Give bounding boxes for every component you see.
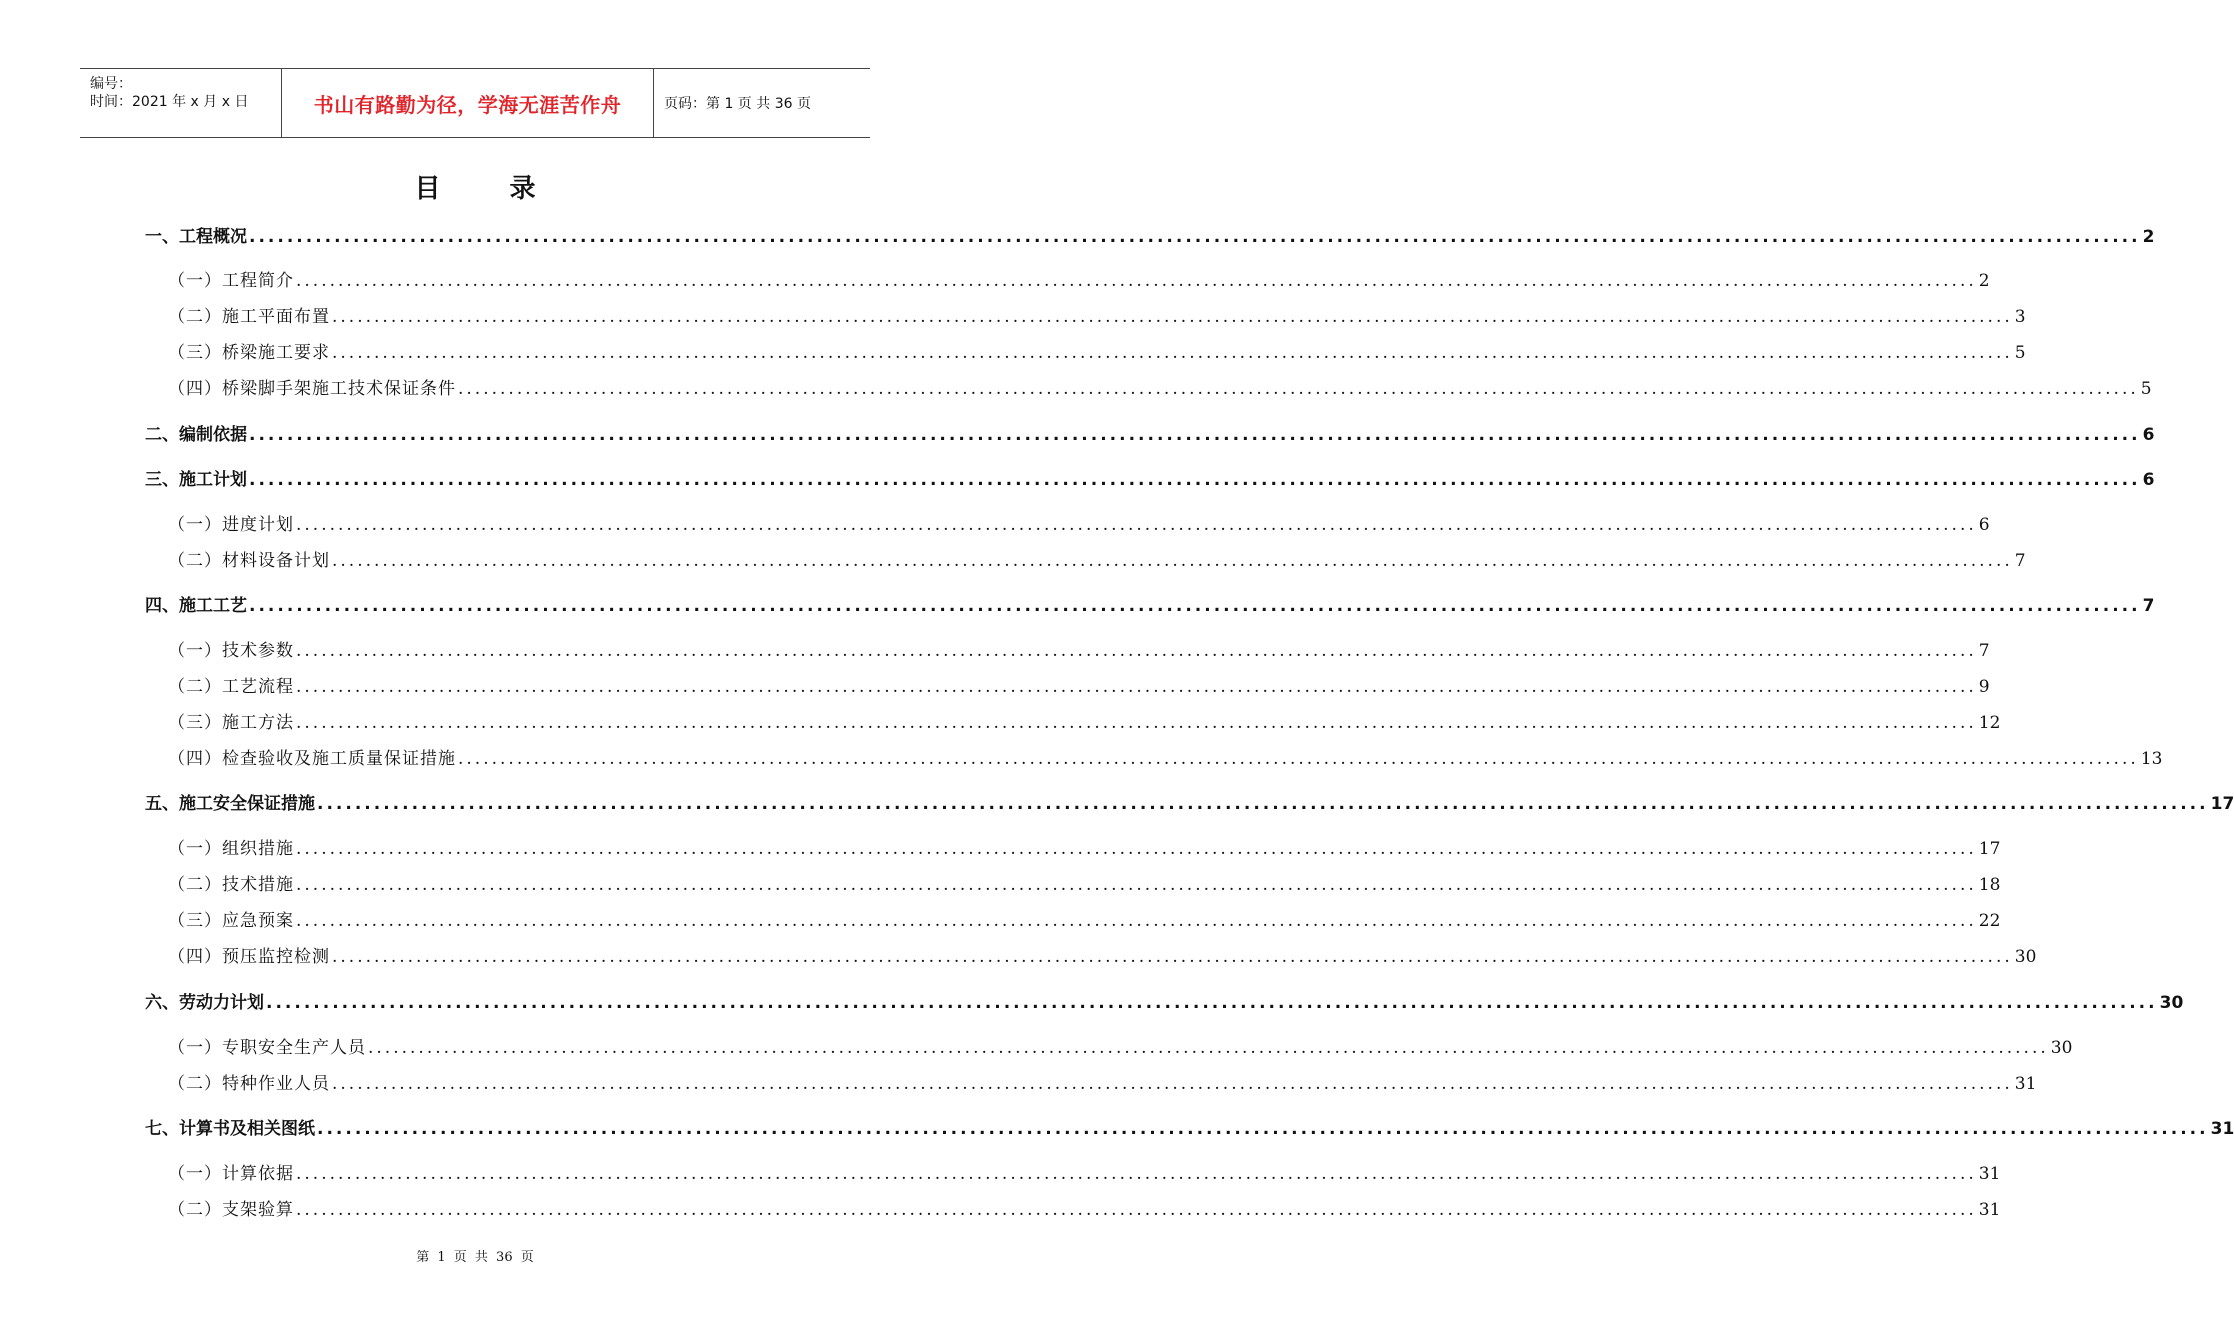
toc-leader-dots: ........................................................................................................................................................................................................ <box>317 794 2209 814</box>
toc-leader-dots: ........................................................................................................................................................................................................ <box>249 470 2141 490</box>
toc-entry-page: 13 <box>2140 749 2163 769</box>
toc-entry-chapter[interactable] <box>145 222 2155 247</box>
toc-entry-page: 7 <box>2014 551 2026 571</box>
toc-entry-page: 6 <box>1978 515 1990 535</box>
toc-entry-label: （三）桥梁施工要求 <box>168 343 330 363</box>
toc-leader-dots: ........................................................................................................................................................................................................ <box>458 749 2139 769</box>
toc-entry-page: 2 <box>2142 227 2155 247</box>
toc-entry-section[interactable] <box>168 374 2152 399</box>
toc-entry-section[interactable] <box>168 744 2163 769</box>
toc-leader-dots: ........................................................................................................................................................................................................ <box>296 839 1977 859</box>
toc-entry-label: （三）应急预案 <box>168 911 294 931</box>
toc-entry-section[interactable] <box>168 906 2001 931</box>
toc-entry-section[interactable] <box>168 1033 2073 1058</box>
toc-entry-page: 30 <box>2014 947 2037 967</box>
toc-entry-label: （一）专职安全生产人员 <box>168 1038 366 1058</box>
toc-leader-dots: ........................................................................................................................................................................................................ <box>296 1200 1977 1220</box>
toc-entry-label: （三）施工方法 <box>168 713 294 733</box>
toc-leader-dots: ........................................................................................................................................................................................................ <box>296 641 1977 661</box>
toc-entry-chapter[interactable] <box>145 789 2234 814</box>
toc-leader-dots: ........................................................................................................................................................................................................ <box>266 993 2158 1013</box>
toc-leader-dots: ........................................................................................................................................................................................................ <box>332 307 2013 327</box>
toc-entry-label: 三、施工计划 <box>145 470 247 490</box>
toc-leader-dots: ........................................................................................................................................................................................................ <box>296 911 1977 931</box>
page-footer: 第 1 页 共 36 页 <box>416 1250 534 1265</box>
toc-leader-dots: ........................................................................................................................................................................................................ <box>332 1074 2013 1094</box>
toc-leader-dots: ........................................................................................................................................................................................................ <box>296 515 1977 535</box>
toc-entry-chapter[interactable] <box>145 465 2155 490</box>
toc-leader-dots: ........................................................................................................................................................................................................ <box>296 677 1977 697</box>
toc-entry-chapter[interactable] <box>145 420 2155 445</box>
toc-entry-page: 31 <box>1978 1200 2001 1220</box>
document-date-label: 时间：2021 年 x 月 x 日 <box>90 94 249 110</box>
document-code-label: 编号： <box>90 76 132 92</box>
toc-entry-label: （二）特种作业人员 <box>168 1074 330 1094</box>
toc-entry-page: 7 <box>1978 641 1990 661</box>
header-info-cell <box>80 69 282 137</box>
toc-entry-page: 18 <box>1978 875 2001 895</box>
toc-leader-dots: ........................................................................................................................................................................................................ <box>296 875 1977 895</box>
toc-entry-page: 31 <box>2210 1119 2234 1139</box>
toc-entry-section[interactable] <box>168 870 2001 895</box>
toc-entry-section[interactable] <box>168 266 1990 291</box>
toc-leader-dots: ........................................................................................................................................................................................................ <box>332 551 2013 571</box>
toc-entry-label: 四、施工工艺 <box>145 596 247 616</box>
toc-entry-label: 一、工程概况 <box>145 227 247 247</box>
toc-leader-dots: ........................................................................................................................................................................................................ <box>296 713 1977 733</box>
toc-entry-label: （四）桥梁脚手架施工技术保证条件 <box>168 379 456 399</box>
toc-entry-section[interactable] <box>168 942 2037 967</box>
toc-entry-page: 3 <box>2014 307 2026 327</box>
toc-entry-label: 七、计算书及相关图纸 <box>145 1119 315 1139</box>
toc-leader-dots: ........................................................................................................................................................................................................ <box>332 343 2013 363</box>
toc-entry-label: （一）技术参数 <box>168 641 294 661</box>
toc-entry-section[interactable] <box>168 708 2001 733</box>
toc-entry-label: （二）材料设备计划 <box>168 551 330 571</box>
toc-entry-chapter[interactable] <box>145 988 2184 1013</box>
toc-entry-label: （一）工程简介 <box>168 271 294 291</box>
toc-leader-dots: ........................................................................................................................................................................................................ <box>296 1164 1977 1184</box>
toc-entry-label: （四）检查验收及施工质量保证措施 <box>168 749 456 769</box>
toc-entry-section[interactable] <box>168 510 1990 535</box>
toc-leader-dots: ........................................................................................................................................................................................................ <box>249 596 2141 616</box>
toc-entry-label: （四）预压监控检测 <box>168 947 330 967</box>
toc-leader-dots: ........................................................................................................................................................................................................ <box>296 271 1977 291</box>
toc-entry-label: 二、编制依据 <box>145 425 247 445</box>
toc-entry-page: 22 <box>1978 911 2001 931</box>
toc-entry-label: （一）进度计划 <box>168 515 294 535</box>
toc-entry-label: 五、施工安全保证措施 <box>145 794 315 814</box>
toc-entry-chapter[interactable] <box>145 591 2155 616</box>
toc-entry-label: （一）组织措施 <box>168 839 294 859</box>
toc-entry-label: （二）施工平面布置 <box>168 307 330 327</box>
toc-entry-label: （二）工艺流程 <box>168 677 294 697</box>
toc-entry-page: 17 <box>2210 794 2234 814</box>
toc-entry-label: 六、劳动力计划 <box>145 993 264 1013</box>
toc-leader-dots: ........................................................................................................................................................................................................ <box>458 379 2139 399</box>
toc-leader-dots: ........................................................................................................................................................................................................ <box>332 947 2013 967</box>
header-page-info: 页码：第 1 页 共 36 页 <box>664 96 811 112</box>
toc-entry-page: 31 <box>1978 1164 2001 1184</box>
header-motto: 书山有路勤为径，学海无涯苦作舟 <box>282 69 654 137</box>
toc-entry-page: 5 <box>2140 379 2152 399</box>
toc-entry-section[interactable] <box>168 546 2026 571</box>
toc-entry-section[interactable] <box>168 338 2026 363</box>
toc-entry-label: （一）计算依据 <box>168 1164 294 1184</box>
toc-entry-section[interactable] <box>168 1159 2001 1184</box>
toc-entry-page: 5 <box>2014 343 2026 363</box>
toc-leader-dots: ........................................................................................................................................................................................................ <box>249 425 2141 445</box>
toc-entry-page: 7 <box>2142 596 2155 616</box>
toc-entry-page: 12 <box>1978 713 2001 733</box>
page-header <box>80 68 870 138</box>
toc-entry-chapter[interactable] <box>145 1114 2234 1139</box>
toc-entry-section[interactable] <box>168 1069 2037 1094</box>
toc-leader-dots: ........................................................................................................................................................................................................ <box>368 1038 2049 1058</box>
toc-leader-dots: ........................................................................................................................................................................................................ <box>317 1119 2209 1139</box>
toc-entry-page: 17 <box>1978 839 2001 859</box>
toc-entry-section[interactable] <box>168 1195 2001 1220</box>
toc-entry-section[interactable] <box>168 834 2001 859</box>
toc-entry-page: 6 <box>2142 470 2155 490</box>
toc-entry-section[interactable] <box>168 302 2026 327</box>
toc-entry-page: 30 <box>2159 993 2184 1013</box>
toc-entry-section[interactable] <box>168 636 1990 661</box>
toc-entry-page: 9 <box>1978 677 1990 697</box>
toc-title: 目 录 <box>414 174 566 204</box>
toc-leader-dots: ........................................................................................................................................................................................................ <box>249 227 2141 247</box>
toc-entry-label: （二）支架验算 <box>168 1200 294 1220</box>
toc-entry-label: （二）技术措施 <box>168 875 294 895</box>
toc-entry-page: 2 <box>1978 271 1990 291</box>
toc-entry-page: 30 <box>2050 1038 2073 1058</box>
toc-entry-section[interactable] <box>168 672 1990 697</box>
toc-entry-page: 6 <box>2142 425 2155 445</box>
toc-entry-page: 31 <box>2014 1074 2037 1094</box>
